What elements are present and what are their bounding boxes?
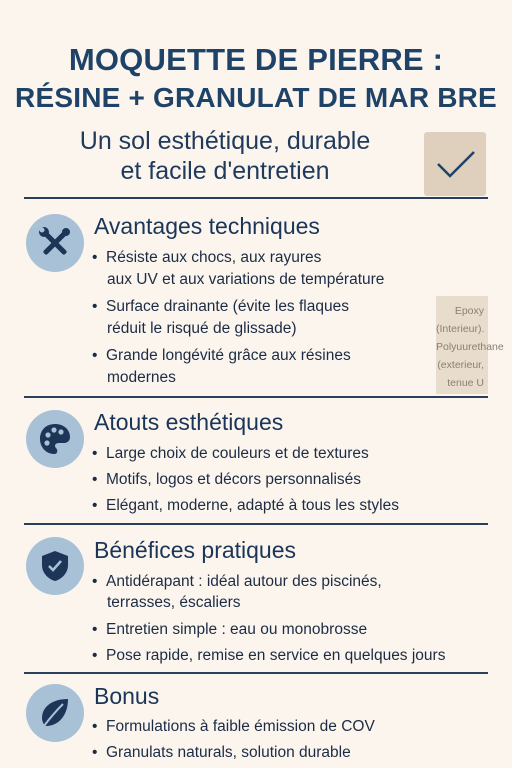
- list-item: • Pose rapide, remise en service en quelques jours: [92, 647, 446, 664]
- section-icon-badge: [26, 410, 84, 468]
- list-item: • Large choix de couleurs et de textures: [92, 445, 369, 462]
- section-title-aesthetic: Atouts esthétiques: [94, 409, 284, 435]
- divider: [24, 396, 488, 398]
- section-icon-badge: [26, 214, 84, 272]
- divider: [24, 523, 488, 525]
- list-item: • Granulats naturals, solution durable: [92, 744, 351, 761]
- list-item: • Entretien simple : eau ou monobrosse: [92, 621, 368, 638]
- list-item-continued: aux UV et aux variations de température: [107, 271, 385, 288]
- list-item: • Antidérapant : idéal autour des piscinés,: [92, 573, 382, 590]
- divider: [24, 672, 488, 674]
- list-item: • Motifs, logos et décors personnalisés: [92, 471, 362, 488]
- page-title-line2: RÉSINE + GRANULAT DE MAR BRE: [15, 82, 497, 113]
- list-item: • Surface drainante (évite les flaques: [92, 298, 349, 315]
- page-title-line1: MOQUETTE DE PIERRE :: [68, 42, 444, 77]
- subtitle-line2: et facile d'entretien: [120, 157, 330, 185]
- section-title-bonus: Bonus: [94, 683, 160, 709]
- checkmark-icon: [436, 148, 476, 180]
- leaf-icon: [38, 696, 72, 730]
- section-title-technical: Avantages techniques: [94, 213, 320, 239]
- list-item-continued: réduit le risqué de glissade): [107, 320, 297, 337]
- subtitle-line1: Un sol esthétique, durable: [79, 127, 371, 155]
- section-icon-badge: [26, 537, 84, 595]
- list-item: • Résiste aux chocs, aux rayures: [92, 249, 322, 266]
- palette-icon: [38, 422, 72, 456]
- tools-icon: [38, 226, 72, 260]
- side-note-line: Epoxy: [454, 305, 484, 317]
- list-item-continued: terrasses, éscaliers: [107, 594, 241, 611]
- side-note-line: tenue U: [447, 377, 484, 389]
- divider: [24, 197, 488, 199]
- section-title-practical: Bénéfices pratiques: [94, 537, 297, 563]
- checkmark-badge: [424, 132, 486, 196]
- list-item: • Formulations à faible émission de COV: [92, 718, 375, 735]
- side-note-line: (exterieur,: [437, 359, 484, 371]
- resin-side-note: [436, 296, 504, 394]
- side-note-line: (Interieur).: [436, 323, 485, 335]
- shield-check-icon: [38, 549, 72, 583]
- side-note-line: Polyuurethane: [436, 341, 504, 353]
- list-item: • Grande longévité grâce aux résines: [92, 347, 351, 364]
- list-item-continued: modernes: [107, 369, 176, 386]
- list-item: • Elégant, moderne, adapté à tous les styles: [92, 497, 399, 514]
- section-icon-badge: [26, 684, 84, 742]
